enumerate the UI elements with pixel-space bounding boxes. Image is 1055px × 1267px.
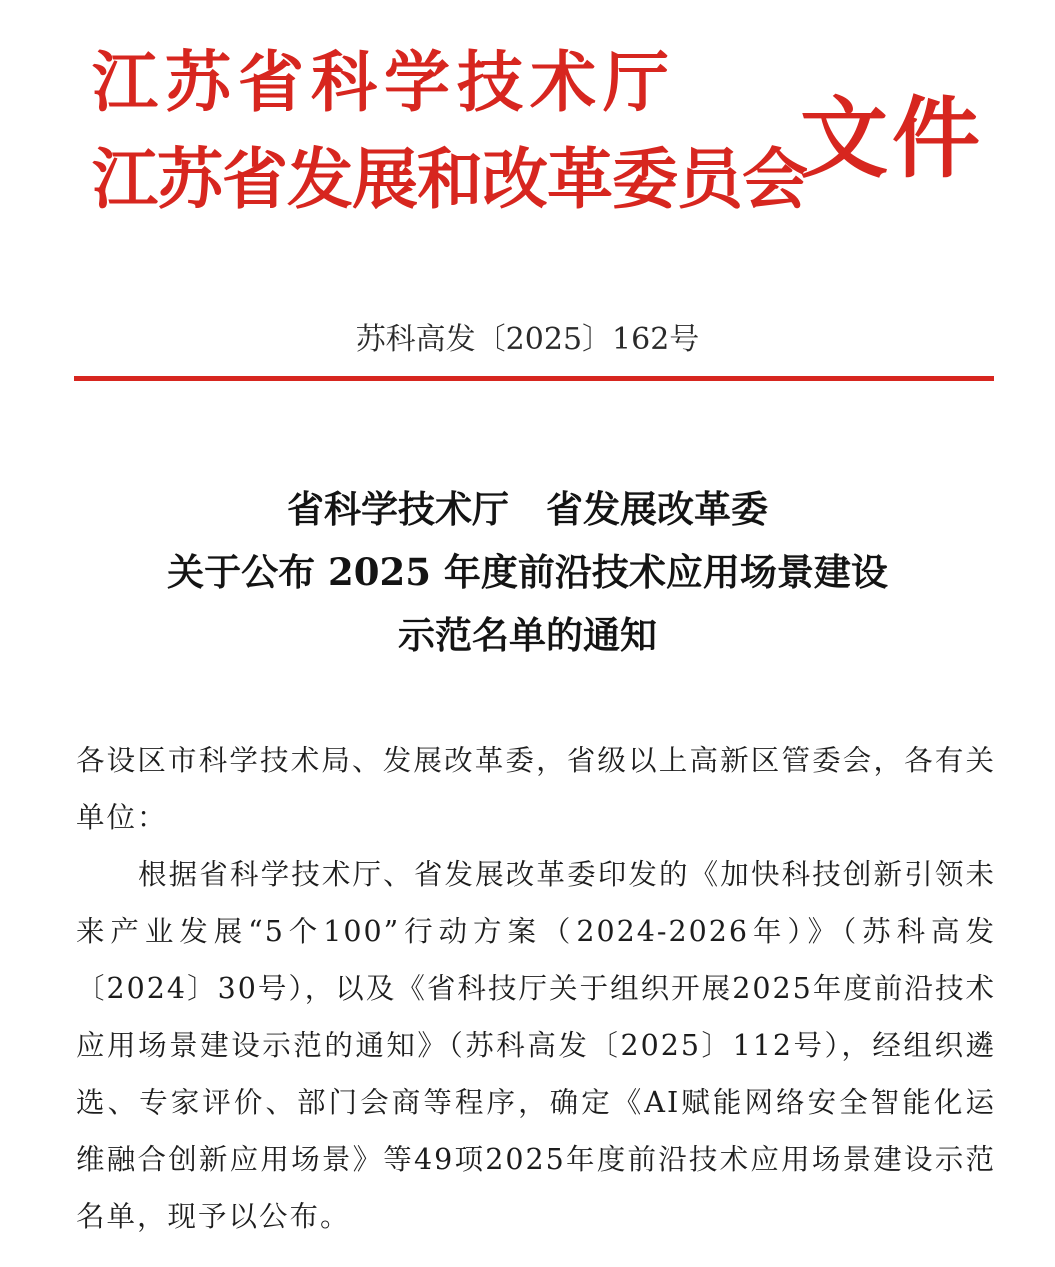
title-line-subject: 关于公布 2025 年度前沿技术应用场景建设 <box>167 550 888 594</box>
document-label: 文件 <box>800 86 985 190</box>
issuer-development-commission: 江苏省发展和改革委员会 <box>92 140 807 218</box>
issuer-science-department: 江苏省科学技术厅 <box>92 43 676 121</box>
notice-body <box>76 732 996 1245</box>
title-line-issuers: 省科学技术厅 省发展改革委 <box>287 487 768 531</box>
red-divider-line <box>74 376 994 381</box>
title-line-end: 示范名单的通知 <box>398 613 657 657</box>
notice-title <box>0 478 1055 667</box>
document-number: 苏科高发〔2025〕162号 <box>355 322 700 357</box>
document-header <box>0 0 1055 250</box>
salutation: 各设区市科学技术局、发展改革委，省级以上高新区管委会，各有关单位： <box>76 744 996 834</box>
body-paragraph: 根据省科学技术厅、省发展改革委印发的《加快科技创新引领未来产业发展“5个100”行动方案（2024-2026年）》（苏科高发〔2024〕30号），以及《省科技厅关于组织开展2025年度前沿技术应用场景建设示范的通知》（苏科高发〔2025〕112号），经组织遴选、专家评价、部门会商等程序，确定《AI赋能网络安全智能化运维融合创新应用场景》等49项2025年度前沿技术应用场景建设示范名单，现予以公布。 <box>76 858 996 1233</box>
